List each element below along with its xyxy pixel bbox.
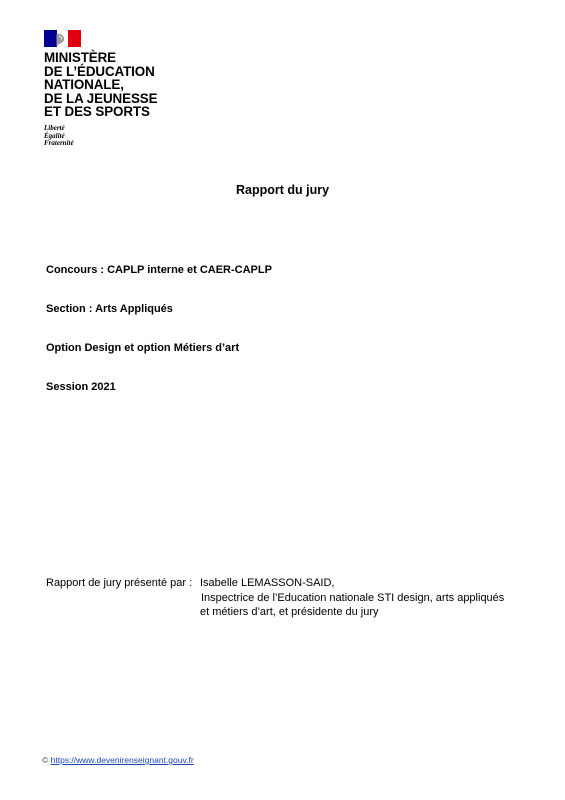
copyright-icon: © bbox=[42, 755, 49, 765]
presenter-title: Inspectrice de l’Education nationale STI design, arts appliqués bbox=[201, 591, 505, 604]
marianne-flag-icon bbox=[44, 30, 81, 47]
presenter-details bbox=[200, 576, 504, 620]
presenter-title-continued: et métiers d’art, et présidente du jury bbox=[200, 606, 379, 618]
contest-line: Concours : CAPLP interne et CAER-CAPLP bbox=[46, 264, 272, 276]
ministry-line: DE LA JEUNESSE bbox=[44, 90, 158, 106]
ministry-logo bbox=[44, 30, 157, 148]
motto-line: Liberté bbox=[44, 123, 65, 132]
session-line: Session 2021 bbox=[46, 381, 116, 393]
ministry-line: ET DES SPORTS bbox=[44, 104, 150, 120]
presented-by-label: Rapport de jury présenté par : bbox=[46, 577, 193, 589]
footer bbox=[42, 755, 194, 765]
document-title: Rapport du jury bbox=[235, 183, 330, 197]
option-line: Option Design et option Métiers d’art bbox=[46, 342, 240, 354]
republic-motto bbox=[44, 125, 157, 148]
motto-line: Fraternité bbox=[44, 139, 74, 148]
ministry-name bbox=[44, 51, 157, 119]
ministry-line: DE L’ÉDUCATION bbox=[44, 63, 155, 79]
ministry-line: NATIONALE, bbox=[44, 77, 124, 93]
section-line: Section : Arts Appliqués bbox=[46, 303, 173, 315]
ministry-line: MINISTÈRE bbox=[44, 50, 117, 65]
presenter-name: Isabelle LEMASSON-SAID, bbox=[200, 577, 335, 589]
motto-line: Égalité bbox=[44, 131, 65, 140]
footer-link[interactable]: https://www.devenirenseignant.gouv.fr bbox=[50, 755, 194, 765]
